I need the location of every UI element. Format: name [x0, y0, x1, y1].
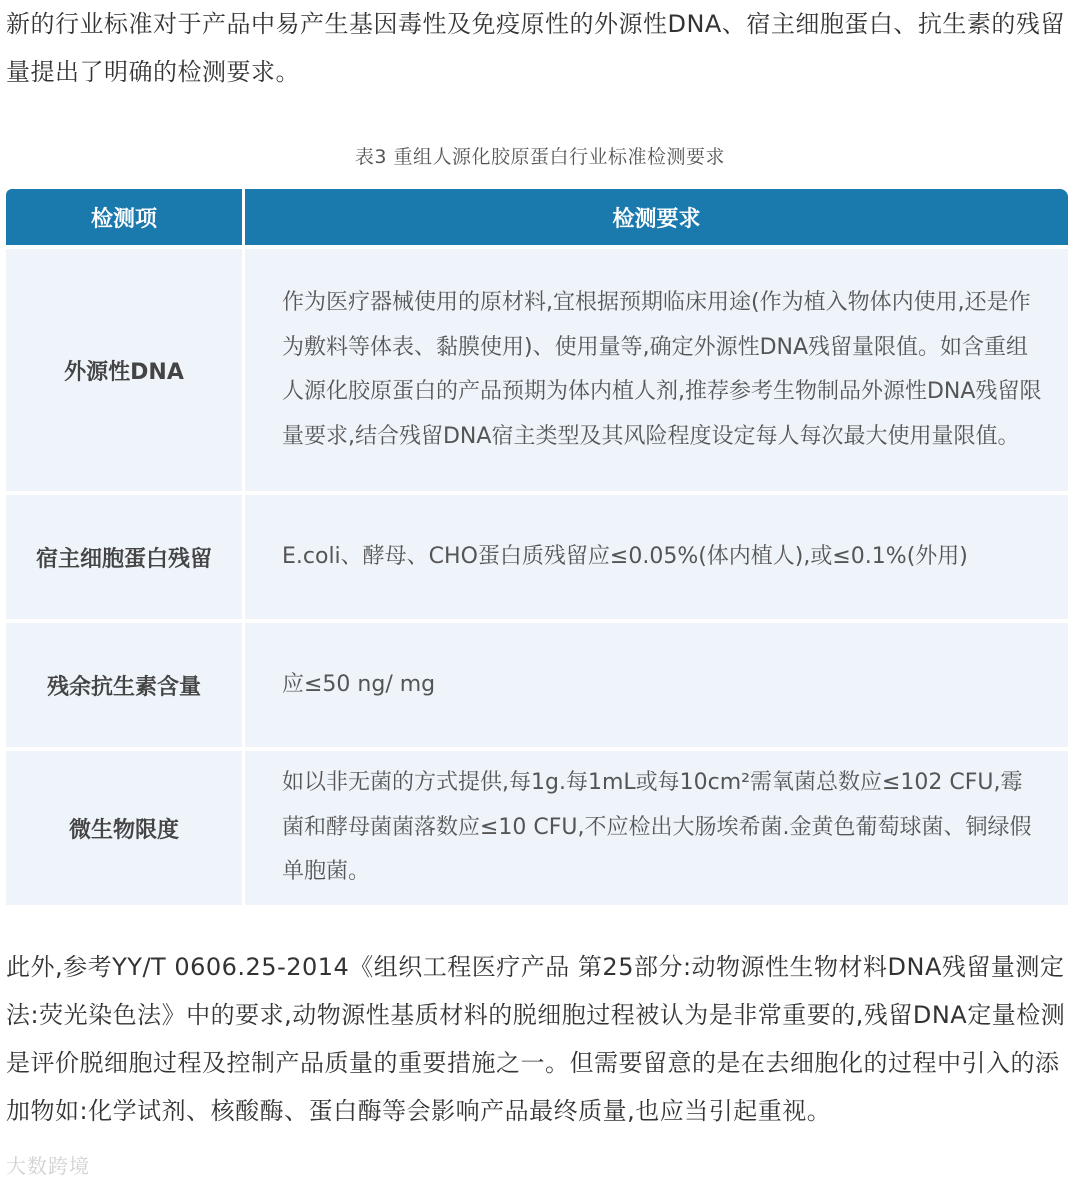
- table-row: [6, 245, 1068, 491]
- table-header-row: [6, 189, 1068, 245]
- row-requirement-antibiotic: [245, 619, 1068, 747]
- row-item-foreign-dna: 外源性DNA: [6, 245, 245, 491]
- requirements-table: [6, 189, 1068, 905]
- table-row: [6, 491, 1068, 619]
- watermark: 大数跨境: [6, 1154, 90, 1178]
- row-item-host-cell-protein: 宿主细胞蛋白残留: [6, 491, 245, 619]
- body-paragraph: 此外,参考YY/T 0606.25-2014《组织工程医疗产品 第25部分:动物源性生物材料DNA残留量测定法:荧光染色法》中的要求,动物源性基质材料的脱细胞过程被认为是非常重要的,残留DNA定量检测是评价脱细胞过程及控制产品质量的重要措施之一。但需要留意的是在去细胞化的过程中引入的添加物如:化学试剂、核酸酶、蛋白酶等会影响产品最终质量,也应当引起重视。: [6, 953, 1066, 1125]
- requirement-text: 应≤50 ng/ mg: [282, 671, 436, 697]
- requirement-text: 作为医疗器械使用的原材料,宜根据预期临床用途(作为植入物体内使用,还是作为敷料等体表、黏膜使用)、使用量等,确定外源性DNA残留量限值。如含重组人源化胶原蛋白的产品预期为体内植人剂,推荐参考生物制品外源性DNA残留限量要求,结合残留DNA宿主类型及其风险程度设定每人每次最大使用量限值。: [282, 290, 1042, 449]
- requirement-text: E.coli、酵母、CHO蛋白质残留应≤0.05%(体内植人),或≤0.1%(外用): [282, 543, 968, 569]
- requirement-text: 如以非无菌的方式提供,每1g.每1mL或每10cm²需氧菌总数应≤102 CFU,霉菌和酵母菌菌落数应≤10 CFU,不应检出大肠埃希菌.金黄色葡萄球菌、铜绿假单胞菌。: [282, 770, 1032, 885]
- row-item-antibiotic: 残余抗生素含量: [6, 619, 245, 747]
- table-row: [6, 747, 1068, 905]
- row-requirement-host-cell-protein: [245, 491, 1068, 619]
- table-caption: 表3 重组人源化胶原蛋白行业标准检测要求: [354, 146, 726, 168]
- header-requirement: 检测要求: [245, 189, 1068, 245]
- header-test-item: 检测项: [6, 189, 245, 245]
- table-row: [6, 619, 1068, 747]
- row-requirement-microbial-limit: [245, 747, 1068, 905]
- row-item-microbial-limit: 微生物限度: [6, 747, 245, 905]
- intro-paragraph: 新的行业标准对于产品中易产生基因毒性及免疫原性的外源性DNA、宿主细胞蛋白、抗生素的残留量提出了明确的检测要求。: [6, 10, 1065, 86]
- row-requirement-foreign-dna: [245, 245, 1068, 491]
